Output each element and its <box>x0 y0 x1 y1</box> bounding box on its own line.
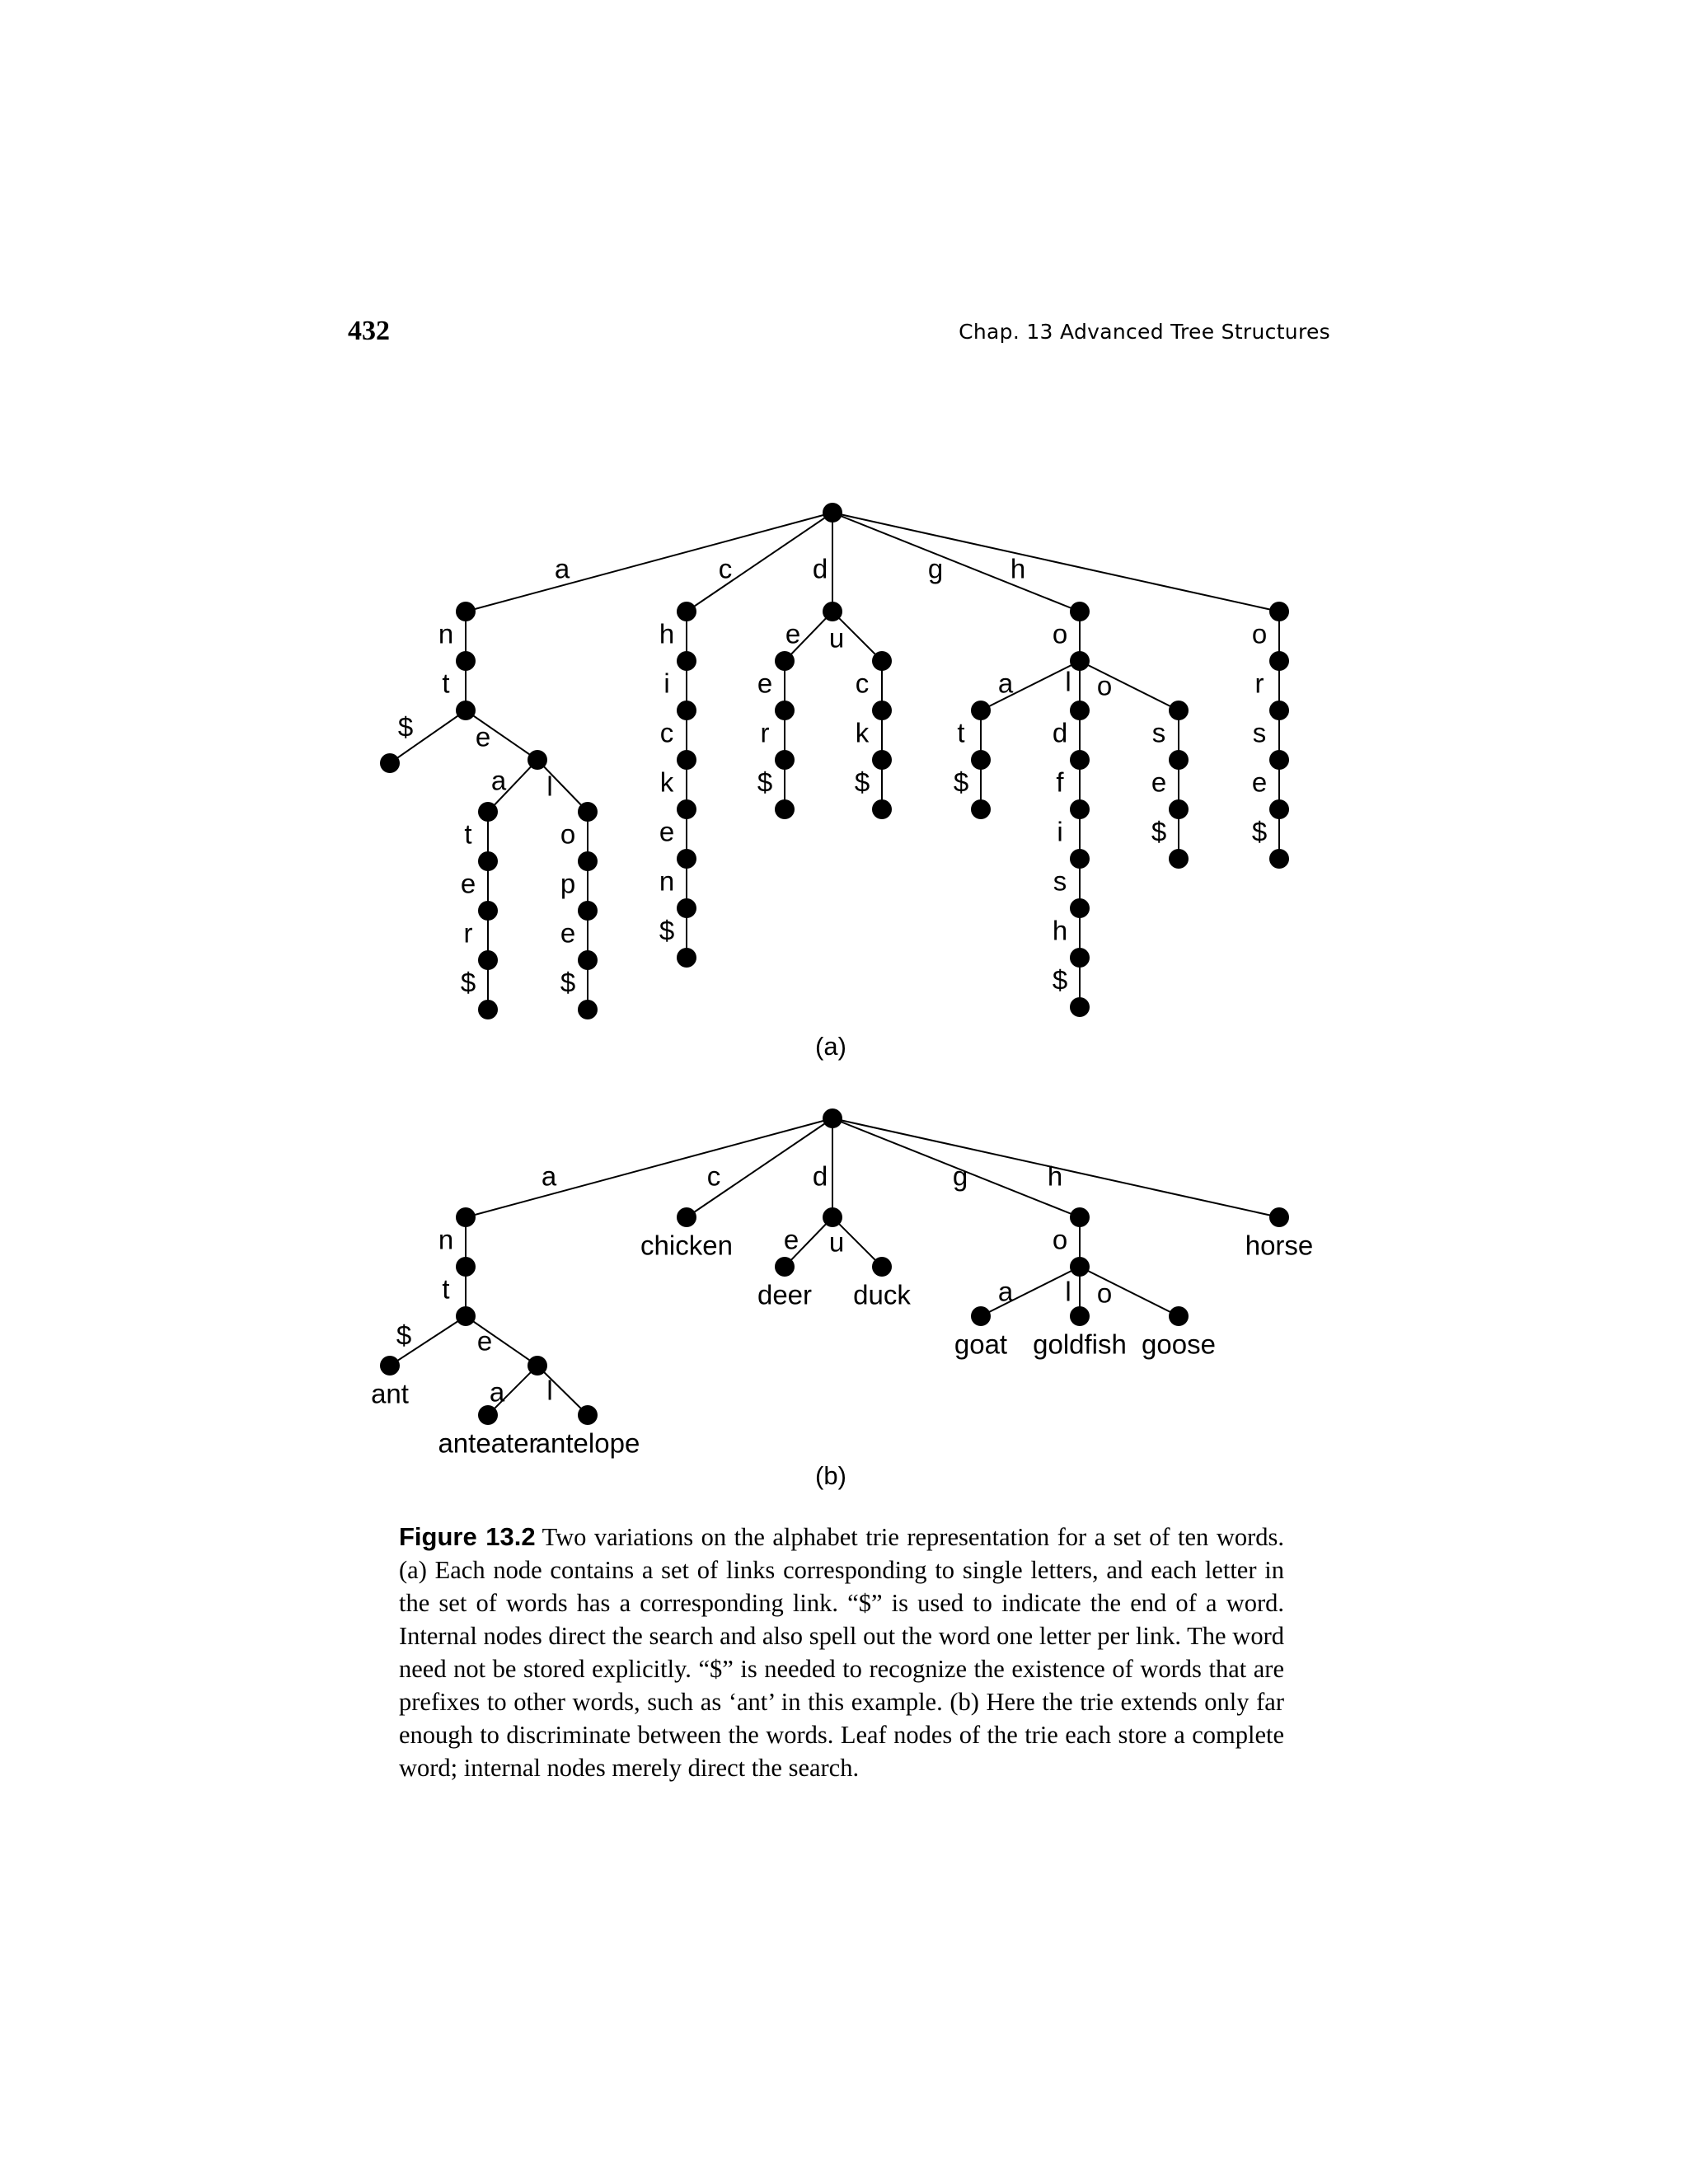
edge-letter: a <box>997 668 1014 699</box>
page-number: 432 <box>348 316 390 346</box>
edge-letter: a <box>554 553 570 584</box>
trie-node <box>872 799 892 819</box>
edge-letter: k <box>659 766 674 798</box>
trie-edge <box>537 760 588 812</box>
trie-node <box>578 901 598 921</box>
trie-node <box>823 1207 842 1227</box>
trie-node <box>578 802 598 822</box>
edge-letter: n <box>659 865 675 897</box>
trie-node <box>677 750 696 770</box>
trie-node <box>775 799 795 819</box>
edge-letter: l <box>1065 666 1071 697</box>
edge-letter: u <box>828 622 845 654</box>
edge-letter: n <box>438 1224 454 1255</box>
edge-letter: s <box>1053 865 1067 897</box>
edge-letter: g <box>927 553 944 584</box>
edge-letter: a <box>997 1276 1014 1307</box>
trie-node <box>971 750 991 770</box>
trie-node <box>1169 701 1189 720</box>
edge-letter: $ <box>757 766 773 798</box>
trie-node <box>677 651 696 671</box>
edge-letter: i <box>663 668 670 699</box>
trie-node <box>1169 799 1189 819</box>
trie-node <box>677 799 696 819</box>
trie-word-labels <box>371 1230 1313 1459</box>
trie-diagram-b <box>0 1088 1688 1459</box>
edge-letter: k <box>855 717 870 748</box>
trie-node <box>872 701 892 720</box>
trie-node <box>1269 750 1289 770</box>
edge-letter: e <box>560 917 576 949</box>
leaf-word: horse <box>1245 1230 1314 1261</box>
trie-node <box>1269 1207 1289 1227</box>
trie-nodes <box>380 1108 1289 1425</box>
edge-letter: o <box>1251 618 1268 649</box>
leaf-word: goose <box>1142 1329 1216 1360</box>
edge-letter: d <box>1052 717 1068 748</box>
trie-node <box>1269 799 1289 819</box>
trie-node <box>528 750 547 770</box>
trie-edge-labels <box>396 1161 1112 1408</box>
trie-node <box>1070 799 1090 819</box>
edge-letter: $ <box>396 1319 412 1351</box>
trie-node <box>578 851 598 871</box>
trie-node <box>971 701 991 720</box>
edge-letter: d <box>812 1160 828 1192</box>
trie-node <box>578 950 598 970</box>
trie-node <box>456 1207 476 1227</box>
trie-edge <box>832 513 1279 612</box>
trie-node <box>1070 1306 1090 1326</box>
edge-letter: e <box>1251 766 1268 798</box>
edge-letter: a <box>490 765 507 796</box>
trie-edge <box>832 513 1080 612</box>
trie-node <box>1269 849 1289 869</box>
trie-node <box>456 1257 476 1277</box>
trie-node <box>775 701 795 720</box>
edge-letter: $ <box>659 915 675 946</box>
edge-letter: e <box>1151 766 1167 798</box>
trie-node <box>1169 750 1189 770</box>
trie-node <box>578 1405 598 1425</box>
edge-letter: c <box>706 1160 721 1192</box>
edge-letter: h <box>1047 1160 1063 1192</box>
edge-letter: t <box>442 1273 450 1305</box>
edge-letter: h <box>1010 553 1026 584</box>
trie-node <box>456 602 476 621</box>
edge-letter: e <box>476 1325 493 1357</box>
trie-node <box>872 1257 892 1277</box>
trie-node <box>677 1207 696 1227</box>
panel-label-b: (b) <box>815 1461 846 1490</box>
edge-letter: c <box>718 553 733 584</box>
edge-letter: $ <box>560 967 576 998</box>
edge-letter: o <box>1096 670 1113 701</box>
trie-diagram-a <box>0 462 1688 1022</box>
running-head: Chap. 13 Advanced Tree Structures <box>959 320 1330 344</box>
trie-node <box>1169 849 1189 869</box>
edge-letter: $ <box>460 967 476 998</box>
figure-label: Figure 13.2 <box>399 1522 536 1551</box>
edge-letter: r <box>1254 668 1264 699</box>
leaf-word: deer <box>757 1279 813 1310</box>
trie-node <box>456 651 476 671</box>
trie-node <box>478 1000 498 1019</box>
leaf-word: goat <box>954 1329 1008 1360</box>
edge-letter: $ <box>1151 816 1167 847</box>
edge-letter: r <box>463 917 473 949</box>
edge-letter: e <box>785 618 801 649</box>
edge-letter: o <box>1096 1277 1113 1309</box>
trie-node <box>1070 750 1090 770</box>
trie-node <box>775 750 795 770</box>
leaf-word: ant <box>371 1378 409 1409</box>
trie-node <box>823 602 842 621</box>
edge-letter: o <box>1052 1224 1068 1255</box>
caption-text: Two variations on the alphabet trie representation for a set of ten words. (a) Each node contains a set of links corresponding to single letters, and each letter in the set of words has a corresponding link. “$” is used to indicate the end of a word. Internal nodes direct the search and also spell out the word one letter per link. The word need not be stored explicitly. “$” is needed to recognize the existence of words that are prefixes to other words, such as ‘ant’ in this example. (b) Here the trie extends only far enough to discriminate between the words. Leaf nodes of the trie each store a complete word; internal nodes merely direct the search. <box>399 1523 1284 1782</box>
edge-letter: h <box>659 618 675 649</box>
edge-letter: t <box>442 668 450 699</box>
edge-letter: e <box>460 868 476 899</box>
edge-letter: l <box>546 1375 553 1406</box>
trie-node <box>578 1000 598 1019</box>
edge-letter: e <box>757 668 773 699</box>
trie-node <box>1070 651 1090 671</box>
edge-letter: $ <box>1052 964 1068 996</box>
edge-letter: a <box>541 1160 557 1192</box>
trie-node <box>971 1306 991 1326</box>
edge-letter: $ <box>397 711 414 743</box>
edge-letter: g <box>952 1160 968 1192</box>
trie-node <box>380 753 400 773</box>
trie-node <box>971 799 991 819</box>
leaf-word: anteater <box>438 1427 538 1459</box>
trie-edge <box>466 513 832 612</box>
edge-letter: $ <box>854 766 870 798</box>
leaf-word: duck <box>853 1279 911 1310</box>
trie-node <box>478 950 498 970</box>
trie-nodes <box>380 503 1289 1019</box>
edge-letter: i <box>1057 816 1063 847</box>
trie-node <box>1070 849 1090 869</box>
edge-letter: u <box>828 1226 845 1258</box>
trie-node <box>677 849 696 869</box>
trie-node <box>478 802 498 822</box>
trie-node <box>823 1108 842 1128</box>
trie-node <box>1070 1207 1090 1227</box>
trie-node <box>456 1306 476 1326</box>
trie-node <box>528 1356 547 1376</box>
trie-node <box>677 898 696 918</box>
edge-letter: s <box>1151 717 1166 748</box>
leaf-word: goldfish <box>1033 1329 1127 1360</box>
trie-node <box>1070 948 1090 968</box>
trie-edge <box>1080 1267 1179 1316</box>
edge-letter: e <box>475 721 491 752</box>
trie-node <box>456 701 476 720</box>
trie-node <box>380 1356 400 1376</box>
edge-letter: $ <box>953 766 969 798</box>
edge-letter: l <box>1065 1276 1071 1307</box>
trie-edges <box>390 513 1279 1010</box>
edge-letter: h <box>1052 915 1068 946</box>
trie-edges <box>390 1118 1279 1415</box>
trie-node <box>1269 701 1289 720</box>
trie-node <box>478 901 498 921</box>
trie-node <box>775 1257 795 1277</box>
trie-node <box>1070 602 1090 621</box>
figure-caption <box>399 1521 1284 1784</box>
trie-edge <box>1080 661 1179 710</box>
trie-node <box>478 851 498 871</box>
leaf-word: antelope <box>535 1427 640 1459</box>
trie-node <box>677 602 696 621</box>
trie-node <box>1269 651 1289 671</box>
trie-node <box>872 651 892 671</box>
edge-letter: f <box>1056 766 1064 798</box>
trie-node <box>1269 602 1289 621</box>
edge-letter: n <box>438 618 454 649</box>
edge-letter: s <box>1252 717 1267 748</box>
leaf-word: chicken <box>640 1230 733 1261</box>
trie-node <box>677 948 696 968</box>
edge-letter: p <box>560 868 576 899</box>
trie-node <box>1070 1257 1090 1277</box>
edge-letter: c <box>855 668 870 699</box>
edge-letter: c <box>659 717 674 748</box>
edge-letter: l <box>546 771 553 802</box>
edge-letter: d <box>812 553 828 584</box>
trie-node <box>1169 1306 1189 1326</box>
trie-node <box>478 1405 498 1425</box>
edge-letter: $ <box>1251 816 1268 847</box>
edge-letter: r <box>760 717 770 748</box>
edge-letter: a <box>489 1376 505 1408</box>
edge-letter: t <box>464 818 472 850</box>
trie-node <box>872 750 892 770</box>
trie-node <box>677 701 696 720</box>
edge-letter: o <box>560 818 576 850</box>
edge-letter: e <box>659 816 675 847</box>
edge-letter: e <box>783 1224 799 1255</box>
trie-node <box>1070 898 1090 918</box>
trie-edge <box>537 1366 588 1415</box>
trie-node <box>1070 701 1090 720</box>
trie-edge <box>687 513 832 612</box>
trie-node <box>823 503 842 523</box>
edge-letter: t <box>957 717 965 748</box>
trie-edge <box>466 1118 832 1217</box>
edge-letter: o <box>1052 618 1068 649</box>
trie-node <box>1070 997 1090 1017</box>
trie-node <box>775 651 795 671</box>
panel-label-a: (a) <box>815 1032 846 1061</box>
